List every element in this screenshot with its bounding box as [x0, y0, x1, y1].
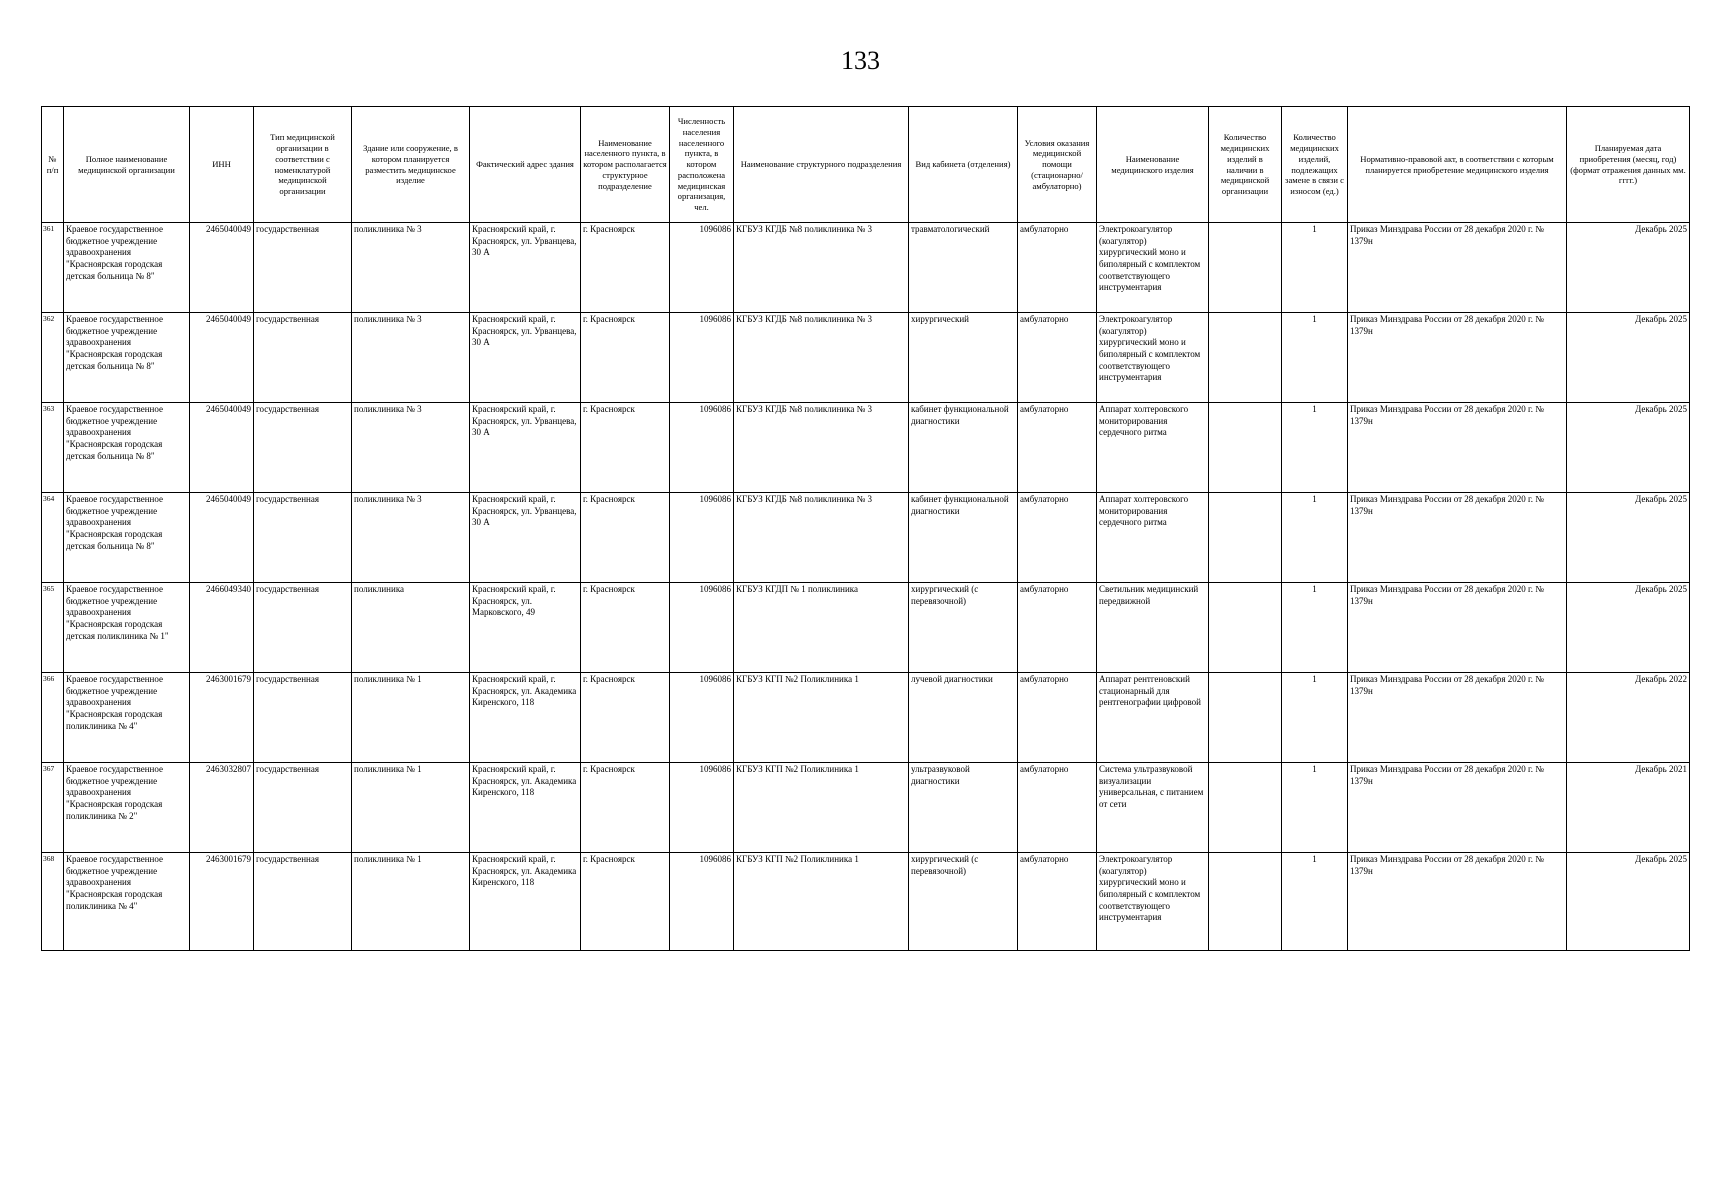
cell-inn: 2463001679	[190, 853, 254, 951]
cell-device: Электрокоагулятор (коагулятор) хирургический моно и биполярный с комплектом соответствующего инструментария	[1097, 853, 1209, 951]
cell-address: Красноярский край, г. Красноярск, ул. Академика Киренского, 118	[470, 763, 581, 853]
cell-act: Приказ Минздрава России от 28 декабря 2020 г. № 1379н	[1348, 853, 1567, 951]
cell-unit: КГБУЗ КГП №2 Поликлиника 1	[734, 853, 909, 951]
cell-type: государственная	[254, 313, 352, 403]
cell-address: Красноярский край, г. Красноярск, ул. Академика Киренского, 118	[470, 673, 581, 763]
cell-org: Краевое государственное бюджетное учреждение здравоохранения "Красноярская городская детская поликлиника № 1"	[64, 583, 190, 673]
cell-replace: 1	[1282, 583, 1348, 673]
table-row	[42, 853, 1690, 951]
cell-inn: 2466049340	[190, 583, 254, 673]
cell-num: 367	[42, 763, 64, 853]
equipment-table	[41, 106, 1690, 951]
cell-num: 361	[42, 223, 64, 313]
cell-num: 366	[42, 673, 64, 763]
cell-population: 1096086	[670, 493, 734, 583]
header-address: Фактический адрес здания	[470, 107, 581, 223]
cell-unit: КГБУЗ КГП №2 Поликлиника 1	[734, 673, 909, 763]
cell-org: Краевое государственное бюджетное учреждение здравоохранения "Красноярская городская детская больница № 8"	[64, 403, 190, 493]
header-unit: Наименование структурного подразделения	[734, 107, 909, 223]
table-row	[42, 313, 1690, 403]
cell-building: поликлиника № 1	[352, 673, 470, 763]
cell-address: Красноярский край, г. Красноярск, ул. Урванцева, 30 А	[470, 223, 581, 313]
cell-address: Красноярский край, г. Красноярск, ул. Урванцева, 30 А	[470, 493, 581, 583]
cell-unit: КГБУЗ КГДБ №8 поликлиника № 3	[734, 493, 909, 583]
cell-inn: 2463001679	[190, 673, 254, 763]
cell-population: 1096086	[670, 403, 734, 493]
table-header-row	[42, 107, 1690, 223]
cell-replace: 1	[1282, 403, 1348, 493]
cell-unit: КГБУЗ КГП №2 Поликлиника 1	[734, 763, 909, 853]
cell-act: Приказ Минздрава России от 28 декабря 2020 г. № 1379н	[1348, 673, 1567, 763]
cell-building: поликлиника № 3	[352, 313, 470, 403]
cell-settlement: г. Красноярск	[581, 493, 670, 583]
cell-inn: 2463032807	[190, 763, 254, 853]
cell-building: поликлиника № 3	[352, 403, 470, 493]
cell-address: Красноярский край, г. Красноярск, ул. Марковского, 49	[470, 583, 581, 673]
cell-cabinet: ультразвуковой диагностики	[909, 763, 1018, 853]
cell-type: государственная	[254, 673, 352, 763]
cell-conditions: амбулаторно	[1018, 223, 1097, 313]
cell-unit: КГБУЗ КГДБ №8 поликлиника № 3	[734, 313, 909, 403]
cell-inn: 2465040049	[190, 313, 254, 403]
cell-replace: 1	[1282, 673, 1348, 763]
cell-act: Приказ Минздрава России от 28 декабря 2020 г. № 1379н	[1348, 583, 1567, 673]
cell-act: Приказ Минздрава России от 28 декабря 2020 г. № 1379н	[1348, 403, 1567, 493]
cell-org: Краевое государственное бюджетное учреждение здравоохранения "Красноярская городская детская больница № 8"	[64, 493, 190, 583]
table-row	[42, 763, 1690, 853]
cell-device: Электрокоагулятор (коагулятор) хирургический моно и биполярный с комплектом соответствующего инструментария	[1097, 313, 1209, 403]
cell-available	[1209, 403, 1282, 493]
cell-available	[1209, 673, 1282, 763]
cell-device: Светильник медицинский передвижной	[1097, 583, 1209, 673]
cell-num: 363	[42, 403, 64, 493]
cell-inn: 2465040049	[190, 223, 254, 313]
cell-available	[1209, 763, 1282, 853]
cell-date: Декабрь 2025	[1567, 853, 1690, 951]
cell-type: государственная	[254, 853, 352, 951]
cell-settlement: г. Красноярск	[581, 673, 670, 763]
cell-unit: КГБУЗ КГДБ №8 поликлиника № 3	[734, 403, 909, 493]
cell-settlement: г. Красноярск	[581, 223, 670, 313]
header-device: Наименование медицинского изделия	[1097, 107, 1209, 223]
cell-population: 1096086	[670, 223, 734, 313]
cell-population: 1096086	[670, 853, 734, 951]
cell-type: государственная	[254, 583, 352, 673]
cell-org: Краевое государственное бюджетное учреждение здравоохранения "Красноярская городская поликлиника № 4"	[64, 673, 190, 763]
cell-num: 362	[42, 313, 64, 403]
cell-conditions: амбулаторно	[1018, 763, 1097, 853]
cell-address: Красноярский край, г. Красноярск, ул. Урванцева, 30 А	[470, 403, 581, 493]
cell-replace: 1	[1282, 763, 1348, 853]
table-row	[42, 403, 1690, 493]
cell-inn: 2465040049	[190, 403, 254, 493]
cell-conditions: амбулаторно	[1018, 493, 1097, 583]
cell-act: Приказ Минздрава России от 28 декабря 2020 г. № 1379н	[1348, 313, 1567, 403]
cell-org: Краевое государственное бюджетное учреждение здравоохранения "Красноярская городская поликлиника № 4"	[64, 853, 190, 951]
cell-cabinet: хирургический	[909, 313, 1018, 403]
cell-unit: КГБУЗ КГДБ №8 поликлиника № 3	[734, 223, 909, 313]
cell-conditions: амбулаторно	[1018, 313, 1097, 403]
cell-num: 364	[42, 493, 64, 583]
table-row	[42, 673, 1690, 763]
header-conditions: Условия оказания медицинской помощи (стационарно/ амбулаторно)	[1018, 107, 1097, 223]
cell-available	[1209, 313, 1282, 403]
cell-org: Краевое государственное бюджетное учреждение здравоохранения "Красноярская городская детская больница № 8"	[64, 313, 190, 403]
header-settlement: Наименование населенного пункта, в котором располагается структурное подразделение	[581, 107, 670, 223]
page-number: 133	[841, 46, 880, 75]
cell-type: государственная	[254, 403, 352, 493]
cell-date: Декабрь 2025	[1567, 493, 1690, 583]
header-act: Нормативно-правовой акт, в соответствии с которым планируется приобретение медицинского изделия	[1348, 107, 1567, 223]
cell-type: государственная	[254, 223, 352, 313]
cell-available	[1209, 583, 1282, 673]
cell-population: 1096086	[670, 583, 734, 673]
cell-cabinet: хирургический (с перевязочной)	[909, 583, 1018, 673]
cell-unit: КГБУЗ КГДП № 1 поликлиника	[734, 583, 909, 673]
cell-act: Приказ Минздрава России от 28 декабря 2020 г. № 1379н	[1348, 493, 1567, 583]
cell-building: поликлиника № 1	[352, 763, 470, 853]
cell-building: поликлиника № 3	[352, 223, 470, 313]
cell-replace: 1	[1282, 493, 1348, 583]
cell-date: Декабрь 2025	[1567, 313, 1690, 403]
cell-settlement: г. Красноярск	[581, 763, 670, 853]
header-type: Тип медицинской организации в соответствии с номенклатурой медицинской организации	[254, 107, 352, 223]
cell-building: поликлиника № 3	[352, 493, 470, 583]
cell-date: Декабрь 2025	[1567, 223, 1690, 313]
cell-population: 1096086	[670, 673, 734, 763]
cell-available	[1209, 853, 1282, 951]
cell-conditions: амбулаторно	[1018, 673, 1097, 763]
cell-device: Система ультразвуковой визуализации универсальная, с питанием от сети	[1097, 763, 1209, 853]
cell-type: государственная	[254, 493, 352, 583]
cell-date: Декабрь 2025	[1567, 583, 1690, 673]
cell-conditions: амбулаторно	[1018, 583, 1097, 673]
cell-available	[1209, 493, 1282, 583]
cell-device: Аппарат холтеровского мониторирования сердечного ритма	[1097, 403, 1209, 493]
cell-org: Краевое государственное бюджетное учреждение здравоохранения "Красноярская городская поликлиника № 2"	[64, 763, 190, 853]
cell-num: 368	[42, 853, 64, 951]
cell-act: Приказ Минздрава России от 28 декабря 2020 г. № 1379н	[1348, 223, 1567, 313]
cell-population: 1096086	[670, 763, 734, 853]
cell-settlement: г. Красноярск	[581, 853, 670, 951]
cell-conditions: амбулаторно	[1018, 853, 1097, 951]
cell-building: поликлиника	[352, 583, 470, 673]
header-org: Полное наименование медицинской организации	[64, 107, 190, 223]
cell-address: Красноярский край, г. Красноярск, ул. Урванцева, 30 А	[470, 313, 581, 403]
cell-conditions: амбулаторно	[1018, 403, 1097, 493]
cell-cabinet: кабинет функциональной диагностики	[909, 493, 1018, 583]
cell-num: 365	[42, 583, 64, 673]
header-cabinet: Вид кабинета (отделения)	[909, 107, 1018, 223]
header-num: № п/п	[42, 107, 64, 223]
cell-date: Декабрь 2022	[1567, 673, 1690, 763]
cell-device: Электрокоагулятор (коагулятор) хирургический моно и биполярный с комплектом соответствующего инструментария	[1097, 223, 1209, 313]
cell-building: поликлиника № 1	[352, 853, 470, 951]
cell-cabinet: лучевой диагностики	[909, 673, 1018, 763]
cell-settlement: г. Красноярск	[581, 313, 670, 403]
table-row	[42, 223, 1690, 313]
header-available: Количество медицинских изделий в наличии в медицинской организации	[1209, 107, 1282, 223]
cell-device: Аппарат рентгеновский стационарный для рентгенографии цифровой	[1097, 673, 1209, 763]
cell-inn: 2465040049	[190, 493, 254, 583]
header-inn: ИНН	[190, 107, 254, 223]
header-building: Здание или сооружение, в котором планируется разместить медицинское изделие	[352, 107, 470, 223]
cell-settlement: г. Красноярск	[581, 403, 670, 493]
header-population: Численность населения населенного пункта, в котором расположена медицинская организация, чел.	[670, 107, 734, 223]
cell-device: Аппарат холтеровского мониторирования сердечного ритма	[1097, 493, 1209, 583]
table-row	[42, 493, 1690, 583]
cell-replace: 1	[1282, 853, 1348, 951]
cell-replace: 1	[1282, 313, 1348, 403]
cell-type: государственная	[254, 763, 352, 853]
cell-cabinet: травматологический	[909, 223, 1018, 313]
cell-replace: 1	[1282, 223, 1348, 313]
cell-date: Декабрь 2025	[1567, 403, 1690, 493]
cell-org: Краевое государственное бюджетное учреждение здравоохранения "Красноярская городская детская больница № 8"	[64, 223, 190, 313]
cell-address: Красноярский край, г. Красноярск, ул. Академика Киренского, 118	[470, 853, 581, 951]
cell-population: 1096086	[670, 313, 734, 403]
cell-settlement: г. Красноярск	[581, 583, 670, 673]
table-row	[42, 583, 1690, 673]
cell-act: Приказ Минздрава России от 28 декабря 2020 г. № 1379н	[1348, 763, 1567, 853]
header-replace: Количество медицинских изделий, подлежащих замене в связи с износом (ед.)	[1282, 107, 1348, 223]
header-date: Планируемая дата приобретения (месяц, год) (формат отражения данных мм. гггг.)	[1567, 107, 1690, 223]
cell-available	[1209, 223, 1282, 313]
cell-date: Декабрь 2021	[1567, 763, 1690, 853]
cell-cabinet: кабинет функциональной диагностики	[909, 403, 1018, 493]
cell-cabinet: хирургический (с перевязочной)	[909, 853, 1018, 951]
